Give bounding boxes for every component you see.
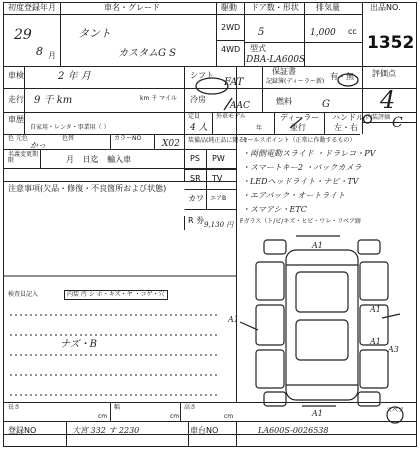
lot-number: 1352 <box>367 33 415 53</box>
month-unit: 月 <box>48 51 56 60</box>
width-label: 幅 <box>114 404 121 411</box>
model-value: DBA-LA600S <box>246 55 306 65</box>
name-change-units: 月 日迄 輸入車 <box>66 155 132 164</box>
length-label: 長さ <box>8 404 21 411</box>
equip-pw: PW <box>212 154 225 163</box>
equip-tv: TV <box>212 174 223 183</box>
width-unit: cm <box>170 413 180 420</box>
r-ticket-value: 9,130 円 <box>204 221 234 229</box>
sales-point-4: ・エアバック・オートライト <box>242 191 346 200</box>
grade: カスタムG S <box>118 48 177 59</box>
drive-4wd: 4WD <box>221 45 241 54</box>
door-label: ドア数・形状 <box>251 3 299 12</box>
chassis-label: 車台NO <box>190 426 219 435</box>
warranty-sub: 記録簿(ディーラー新) <box>266 78 325 85</box>
name-grade-label: 車名・グレード <box>104 3 160 12</box>
glass-legend: Fガラス（ト/ビ/キズ・ヒビ・ワレ・リペア跡 <box>240 218 362 225</box>
score-value: 4 <box>380 86 396 114</box>
equip-sr: SR <box>190 174 201 183</box>
damage-mark-left: A1 <box>228 315 239 324</box>
name-change-label: 名義変更期限 <box>8 151 39 164</box>
sales-point-5: ・スマアシ・ETC <box>242 205 307 214</box>
warranty-value: 有・無 <box>330 72 354 81</box>
import-label: 外車モデル <box>216 113 246 120</box>
sales-point-1: ・両側電動スライド ・ドラレコ・PV <box>242 149 376 158</box>
shift-value: FAT <box>224 77 244 88</box>
first-reg-label: 初度登録年月 <box>8 3 56 12</box>
sales-point-2: ・スマートキー2 ・バックカメラ <box>242 163 362 172</box>
warranty-label: 保証書 <box>272 67 296 76</box>
shift-label: シフト <box>190 71 214 80</box>
displacement-label: 排気量 <box>316 3 340 12</box>
color-no-label: カラーNO <box>114 135 142 142</box>
color-change-label: 色替 <box>62 135 75 142</box>
ac-label: 冷房 <box>190 95 206 104</box>
height-unit: cm <box>224 413 234 420</box>
damage-mark-front: A1 <box>312 241 323 250</box>
capacity-value: 4 人 <box>190 123 208 133</box>
history-options: 自家用・レンタ・事業用（ ） <box>30 124 110 131</box>
car-name: タント <box>78 27 111 40</box>
handle-label: ハンドル <box>332 113 364 122</box>
equipment-label: 装備品(純正品に限る) <box>188 137 247 144</box>
model-label: 型式 <box>250 44 266 53</box>
length-unit: cm <box>98 413 108 420</box>
shaken-value: 2 年 月 <box>58 71 91 82</box>
mileage-value: 9 千 km <box>34 95 73 106</box>
door-value: 5 <box>258 27 265 38</box>
sales-points-label: セールスポイント（正常に作動するもの） <box>242 137 356 144</box>
first-reg-month: 8 <box>36 45 43 58</box>
reg-label: 登録NO <box>8 426 37 435</box>
inspector-options: 内装 汚 シ ホ・キズ・ヤ ・コゲ・穴 <box>64 290 168 300</box>
dealer-value: 並行 <box>290 123 306 132</box>
fuel-label: 燃料 <box>276 97 292 106</box>
reg-value: 大宮 332 す 2230 <box>72 426 140 435</box>
import-unit: 年 <box>256 125 263 132</box>
ac-value: AAC <box>230 101 250 111</box>
color-value: かっ <box>30 141 46 150</box>
interior-label: 内装評価 <box>366 114 391 121</box>
notes-label: 注意事項(欠品・修復・不良箇所および状態) <box>8 184 167 193</box>
shaken-label: 車検 <box>8 71 24 80</box>
damage-mark-right-rear: A1 <box>370 337 381 346</box>
score-label: 評価点 <box>372 69 396 78</box>
inspector-note: ナズ・B <box>60 339 97 350</box>
drive-label: 駆動 <box>221 3 237 12</box>
inspector-label: 検査員記入 <box>8 291 39 298</box>
r-ticket-label: R 券 <box>188 216 205 225</box>
damage-mark-rear: A1 <box>312 409 323 418</box>
capacity-label: 定員 <box>188 113 201 120</box>
handle-value: 左・右 <box>334 123 358 132</box>
fuel-value: G <box>322 99 330 110</box>
color-no-value: X02 <box>162 139 180 149</box>
mileage-label: 走行 <box>8 95 24 104</box>
damage-mark-a3: A3 <box>388 345 399 354</box>
drive-2wd: 2WD <box>221 23 241 32</box>
equip-ps: PS <box>190 154 200 163</box>
height-label: 高さ <box>184 404 197 411</box>
dealer-label: ディーラー <box>280 113 320 122</box>
equip-leather: カワ <box>188 194 204 203</box>
spare-label: スペア <box>386 407 405 414</box>
interior-value: C <box>392 115 403 131</box>
displacement-value: 1,000 <box>310 28 336 38</box>
history-label: 車歴 <box>8 115 24 124</box>
sales-point-3: ・LEDヘッドライト・ナビ・TV <box>242 177 359 186</box>
chassis-value: LA600S-0026538 <box>258 426 329 435</box>
cc-unit: cc <box>348 27 357 36</box>
first-reg-year: 29 <box>14 27 32 43</box>
mileage-units: km 千 マイル <box>140 95 178 102</box>
color-label: 色 元色 <box>8 135 28 142</box>
lot-label: 出品NO. <box>370 3 401 12</box>
damage-mark-right: A1 <box>370 305 381 314</box>
equip-airbag: エアB <box>210 195 227 202</box>
